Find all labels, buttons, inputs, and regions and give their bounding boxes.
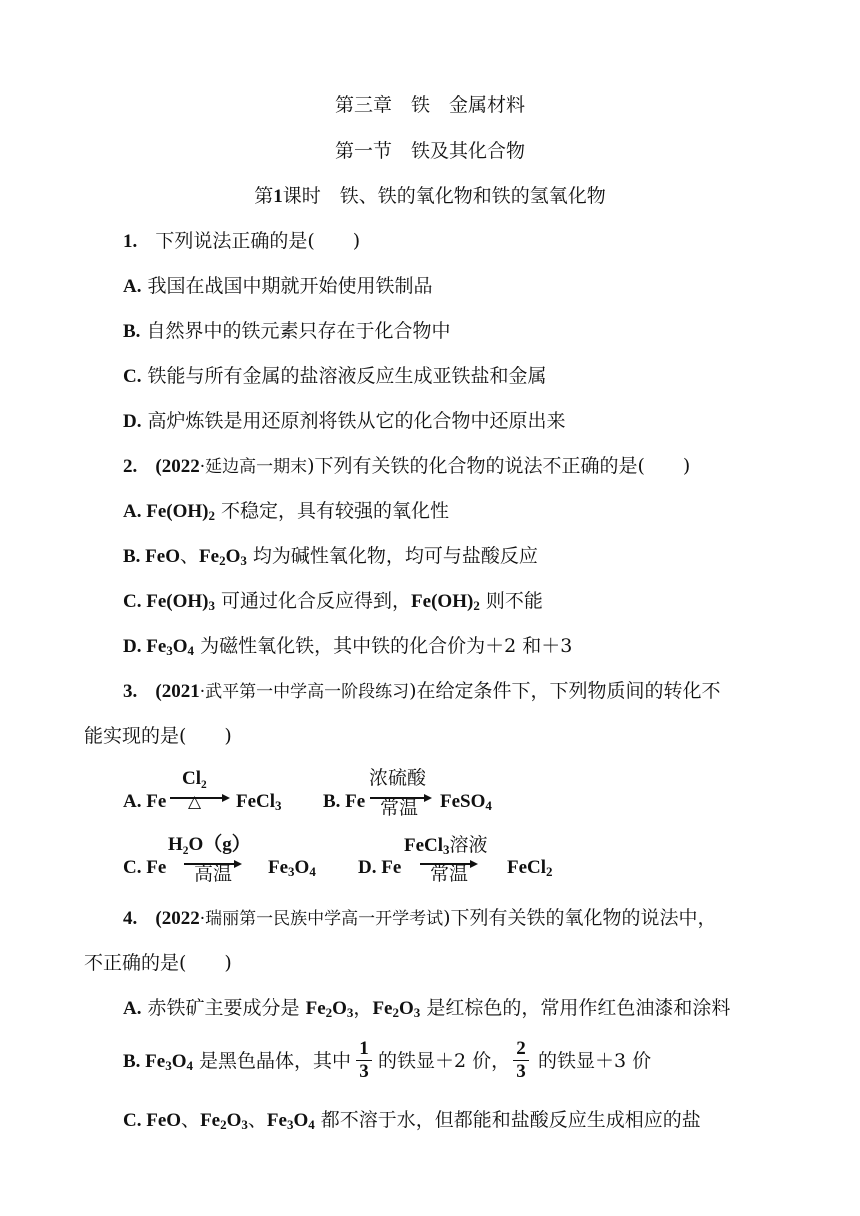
q1-option-b (123, 318, 451, 345)
q2-option-d: D. $Fe_3O_4$ 为磁性氧化铁，其中铁的化合价为＋2 和＋3 (123, 635, 573, 658)
q3-option-a-reactant: A. Fe (123, 791, 167, 812)
q3-c-condition-top: H₂O（g） (168, 834, 251, 855)
source-year: (2022 (155, 908, 200, 929)
q3-option-d-product: FeCl$_2$ (507, 857, 553, 879)
question-4-stem-cont: 不正确的是( ) (84, 952, 232, 974)
q2-option-b: B. FeO、$Fe_2O_3$ 均为碱性氧化物，均可与盐酸反应 (123, 545, 538, 568)
q3-option-a-product: FeCl$_3$ (236, 791, 282, 813)
option-text: 自然界中的铁元素只存在于化合物中 (146, 320, 451, 342)
q1-option-a (123, 273, 433, 300)
source-year: (2021 (155, 681, 200, 702)
option-text: 高炉炼铁是用还原剂将铁从它的化合物中还原出来 (147, 410, 566, 432)
option-text: 可通过化合反应得到， (221, 590, 412, 612)
q2-option-c: C. $Fe(OH)_3$ 可通过化合反应得到，$Fe(OH)_2$ 则不能 (123, 590, 543, 613)
source-name: ·瑞丽第一民族中学高一开学考试 (199, 909, 444, 929)
option-label: C. (123, 366, 142, 387)
q1-option-c (123, 363, 547, 390)
lesson-prefix: 第 (254, 185, 274, 207)
fraction-two-thirds (513, 1039, 529, 1082)
fraction-denominator: 3 (516, 1061, 526, 1082)
source-year: (2022 (155, 456, 200, 477)
option-label: A. (123, 276, 142, 297)
q4-option-b-mid: 的铁显＋2 价， (378, 1050, 511, 1072)
lesson-title (0, 183, 860, 210)
q4-option-a: A. 赤铁矿主要成分是 $Fe_2O_3$，$Fe_2O_3$ 是红棕色的，常用作红色油漆和涂料 (123, 997, 731, 1020)
q3-option-b-reactant: B. Fe (323, 791, 366, 812)
question-text: 下列说法正确的是( ) (155, 230, 361, 252)
option-text: 都不溶于水，但都能和盐酸反应生成相应的盐 (320, 1109, 701, 1131)
q3-a-heat-icon: △ (188, 792, 202, 812)
q3-a-condition: Cl₂ (182, 768, 207, 789)
question-2-stem (123, 453, 690, 480)
q1-option-d (123, 408, 566, 435)
lesson-number: 1 (273, 186, 283, 207)
q3-b-condition-bottom: 常温 (380, 797, 419, 819)
chapter-title: 第三章 铁 金属材料 (334, 94, 525, 116)
fraction-denominator: 3 (359, 1061, 369, 1082)
option-text: 赤铁矿主要成分是 (147, 997, 300, 1019)
option-text: 为磁性氧化铁，其中铁的化合价为＋2 和＋3 (200, 635, 573, 657)
question-number: 2. (123, 456, 138, 477)
question-number: 3. (123, 681, 138, 702)
source-name: ·武平第一中学高一阶段练习 (199, 682, 410, 702)
question-3-stem (123, 678, 721, 705)
question-4-stem (123, 905, 717, 932)
option-text-end: 则不能 (485, 590, 543, 612)
option-text: 铁能与所有金属的盐溶液反应生成亚铁盐和金属 (147, 365, 547, 387)
option-text: 是黑色晶体，其中 (199, 1050, 352, 1072)
question-1-stem (123, 228, 360, 255)
q4-option-b-end: 的铁显＋3 价 (538, 1050, 652, 1072)
lesson-rest: 课时 铁、铁的氧化物和铁的氢氧化物 (282, 185, 606, 207)
option-label: B. (123, 321, 141, 342)
question-number: 1. (123, 231, 138, 252)
source-name: ·延边高一期末 (199, 457, 308, 477)
option-text: 我国在战国中期就开始使用铁制品 (147, 275, 433, 297)
option-label: D. (123, 411, 142, 432)
question-number: 4. (123, 908, 138, 929)
q3-d-condition-tail: 溶液 (449, 834, 488, 856)
q3-option-c-product: $Fe_3O_4$ (268, 857, 316, 879)
q3-d-condition-top: FeCl$_3$溶液 (404, 834, 488, 857)
option-text: 不稳定，具有较强的氧化性 (221, 500, 450, 522)
q2-option-a: A. $Fe(OH)_2$ 不稳定，具有较强的氧化性 (123, 500, 450, 523)
q3-b-condition-top: 浓硫酸 (369, 767, 427, 789)
q3-option-b-product: FeSO$_4$ (440, 791, 492, 813)
section-title: 第一节 铁及其化合物 (334, 140, 525, 162)
option-text-end: 是红棕色的，常用作红色油漆和涂料 (426, 997, 731, 1019)
question-text: )在给定条件下，下列物质间的转化不 (409, 680, 721, 702)
question-text: )下列有关铁的氧化物的说法中， (443, 907, 717, 929)
question-3-stem-cont: 能实现的是( ) (84, 725, 232, 747)
fraction-numerator: 1 (359, 1038, 369, 1059)
q3-d-condition-bottom: 常温 (430, 863, 469, 885)
fraction-one-third (356, 1039, 372, 1082)
q4-option-b: B. $Fe_3O_4$ 是黑色晶体，其中 (123, 1050, 352, 1073)
q3-option-c-reactant: C. Fe (123, 857, 167, 878)
fraction-numerator: 2 (516, 1038, 526, 1059)
question-text: )下列有关铁的化合物的说法不正确的是( ) (307, 455, 691, 477)
q3-c-condition-bottom: 高温 (194, 863, 233, 885)
option-text: 均为碱性氧化物，均可与盐酸反应 (252, 545, 538, 567)
q4-option-c: C. FeO、$Fe_2O_3$、$Fe_3O_4$ 都不溶于水，但都能和盐酸反应生成相应的盐 (123, 1109, 701, 1132)
q3-option-d-reactant: D. Fe (358, 857, 402, 878)
